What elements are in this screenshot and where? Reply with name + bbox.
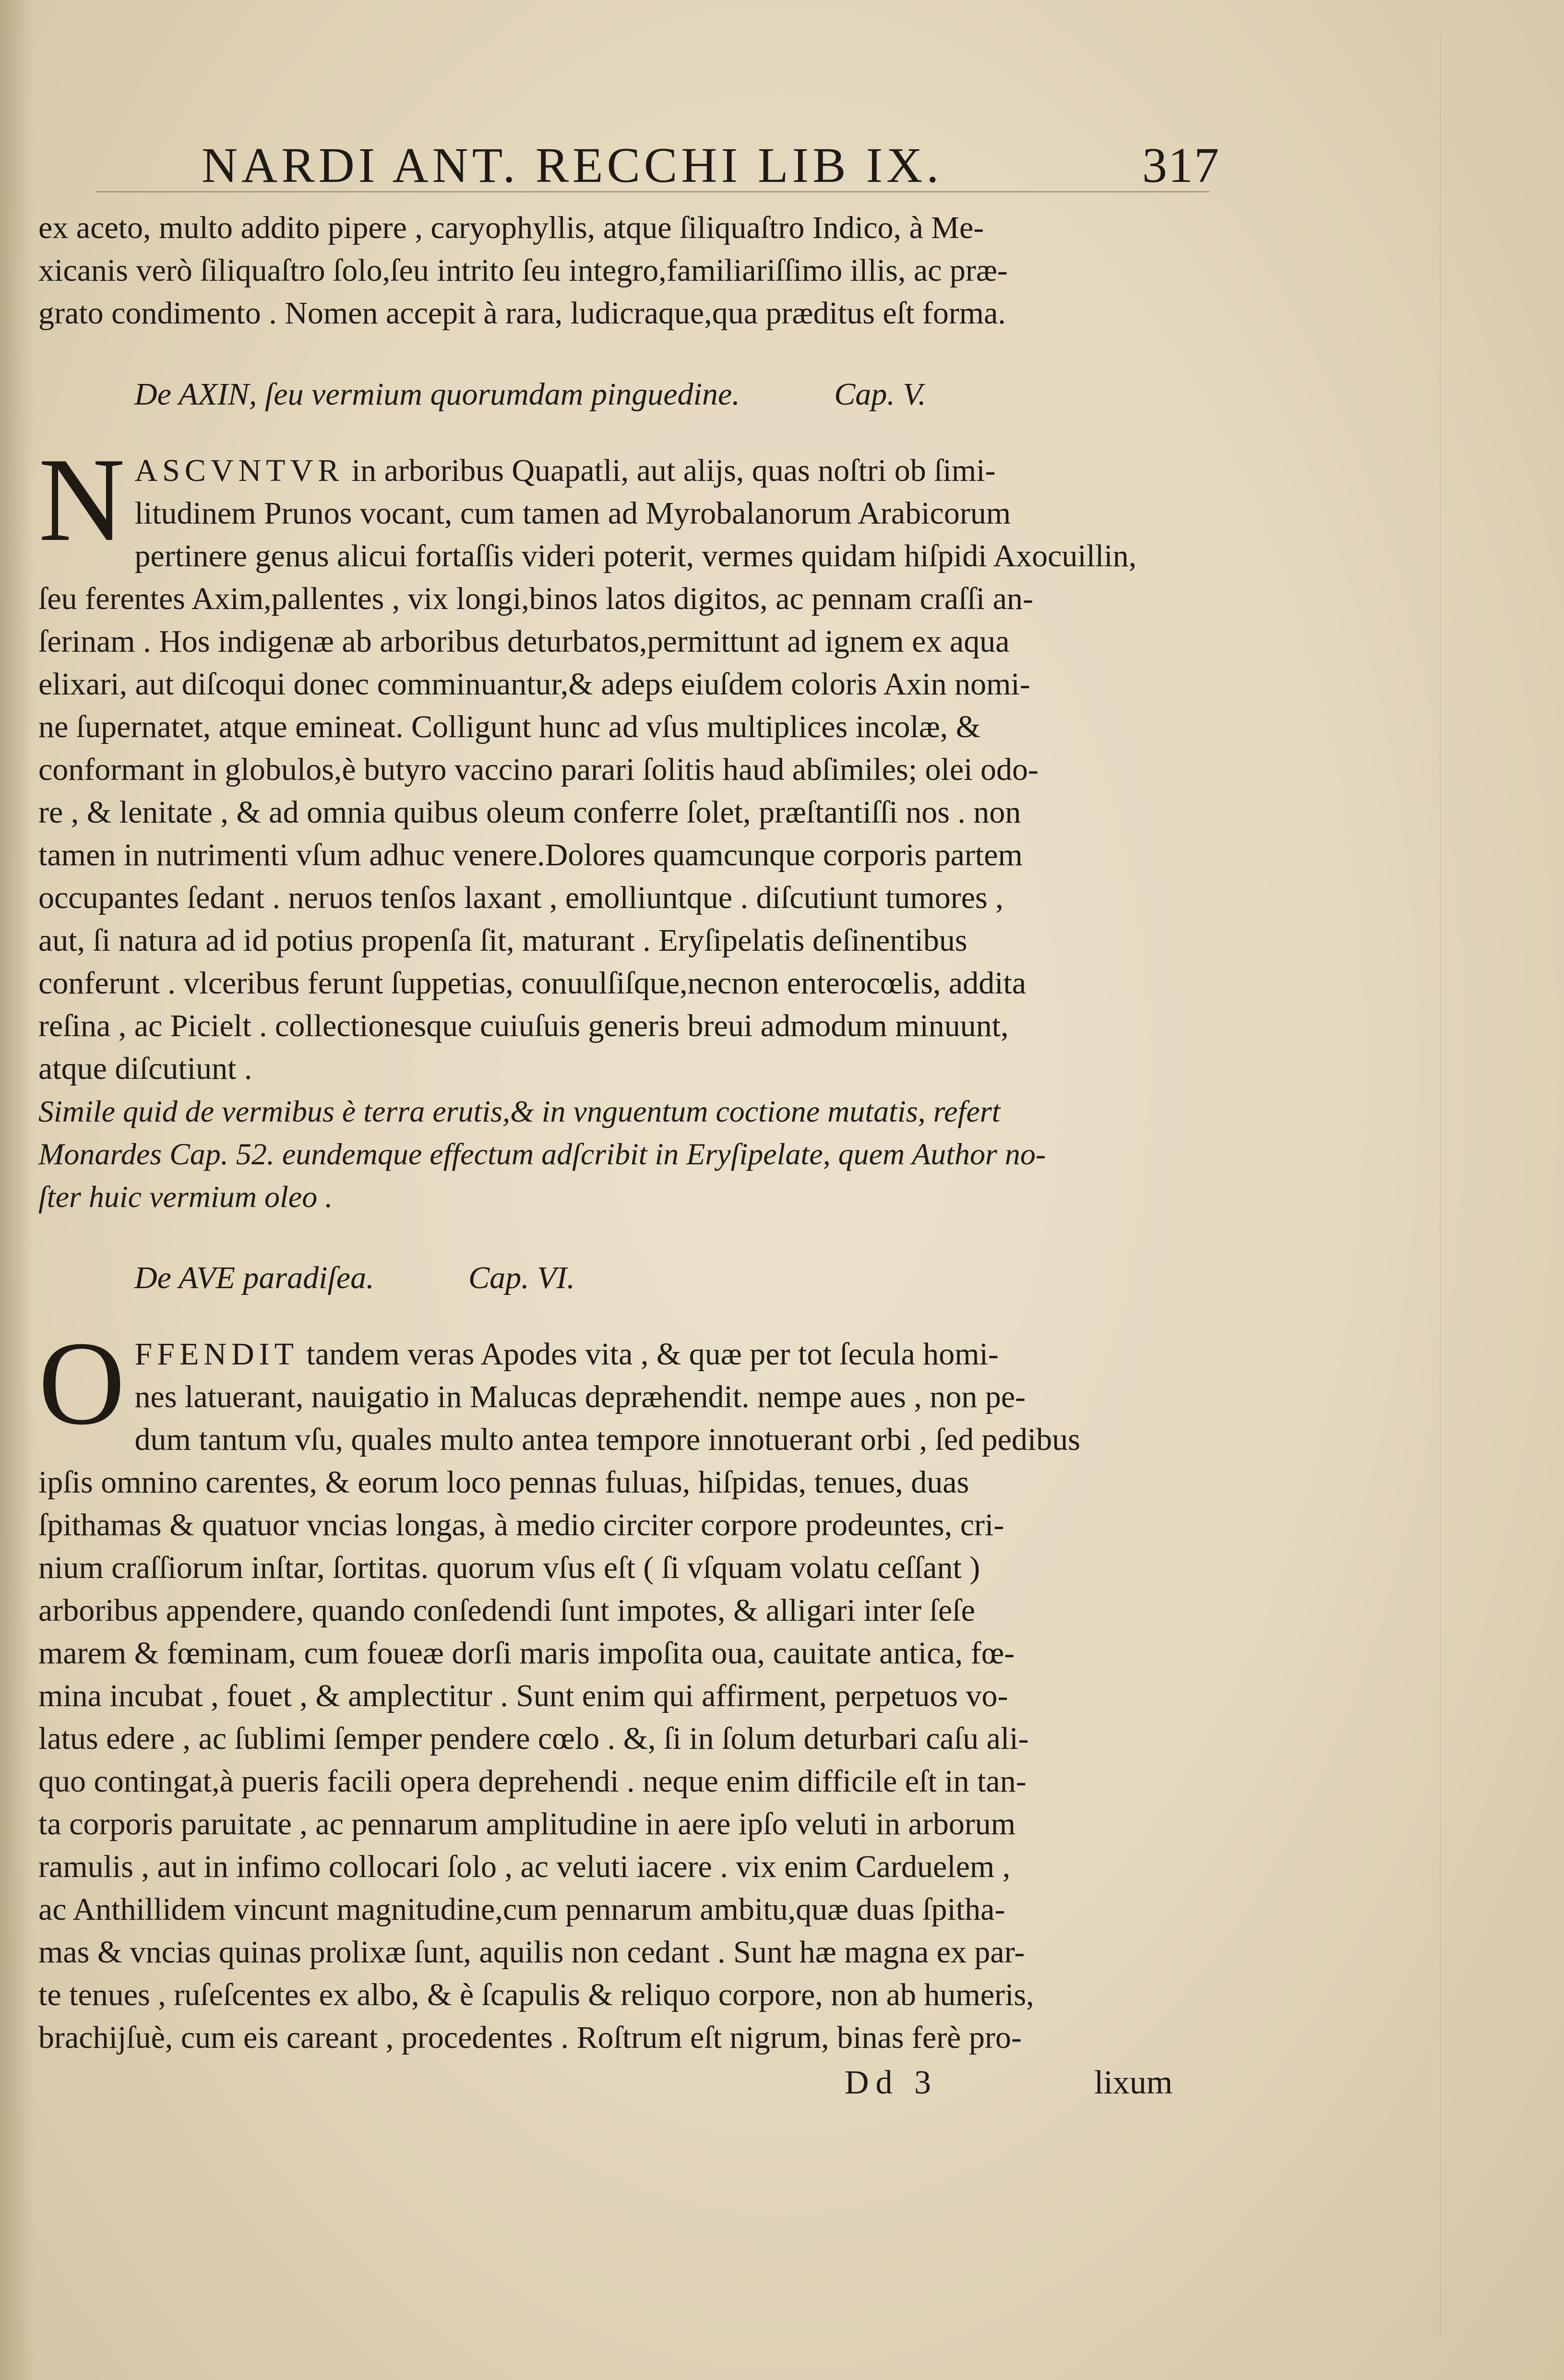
chapter-5-note [38, 1090, 1229, 1218]
text-line: occupantes ſedant . neruos tenſos laxant , emolliuntque . diſcutiunt tumores , [38, 880, 1003, 915]
text-line: pertinere genus alicui fortaſſis videri poterit, vermes quidam hiſpidi Axocuillin, [134, 538, 1137, 574]
chapter-5-body [38, 433, 1229, 1090]
page-edge-shadow [1440, 34, 1460, 2337]
text-line: ac Anthillidem vincunt magnitudine,cum pennarum ambitu,quæ duas ſpitha- [38, 1892, 1005, 1927]
note-line: Simile quid de vermibus è terra erutis,& in vnguentum coctione mutatis, refert [38, 1094, 1001, 1128]
text-line: quo contingat,à pueris facili opera deprehendi . neque enim difficile eſt in tan- [38, 1764, 1027, 1799]
text-line: arboribus appendere, quando conſedendi ſunt impotes, & alligari inter ſeſe [38, 1593, 975, 1628]
chapter-6-heading [38, 1256, 1229, 1299]
text-line: ne ſupernatet, atque emineat. Colligunt hunc ad vſus multiplices incolæ, & [38, 709, 981, 744]
text-line: te tenues , ruſeſcentes ex albo, & è ſcapulis & reliquo corpore, non ab humeris, [38, 1977, 1034, 2012]
chapter-6-number: Cap. VI. [468, 1260, 575, 1295]
text-line-rest: tandem veras Apodes vita , & quæ per tot ſecula homi- [306, 1337, 999, 1372]
text-line: litudinem Prunos vocant, cum tamen ad Myrobalanorum Arabicorum [134, 496, 1011, 531]
text-line: mina incubat , fouet , & amplectitur . Sunt enim qui affirment, perpetuos vo- [38, 1678, 1008, 1713]
text-line: ipſis omnino carentes, & eorum loco pennas fuluas, hiſpidas, tenues, duas [38, 1465, 969, 1500]
opening-capitals: FFENDIT [134, 1337, 298, 1372]
text-line: marem & fœminam, cum foueæ dorſi maris impoſita oua, cauitate antica, fœ- [38, 1636, 1015, 1671]
text-line: ramulis , aut in infimo collocari ſolo , ac veluti iacere . vix enim Carduelem , [38, 1849, 1011, 1884]
text-line: latus edere , ac ſublimi ſemper pendere cœlo . &, ſi in ſolum deturbari caſu ali- [38, 1721, 1029, 1756]
opening-capitals: ASCVNTVR [134, 453, 344, 488]
page-footer [38, 2064, 1229, 2117]
running-header [38, 125, 1229, 206]
signature-mark: Dd 3 [845, 2064, 938, 2101]
chapter-5-heading [38, 373, 1229, 416]
text-line: mas & vncias quinas prolixæ ſunt, aquilis non cedant . Sunt hæ magna ex par- [38, 1935, 1025, 1970]
text-line: ſerinam . Hos indigenæ ab arboribus deturbatos,permittunt ad ignem ex aqua [38, 624, 1010, 659]
header-rule [96, 191, 1209, 192]
text-line: brachijſuè, cum eis careant , procedentes . Roſtrum eſt nigrum, binas ferè pro- [38, 2020, 1022, 2055]
text-line: ta corporis paruitate , ac pennarum amplitudine in aere ipſo veluti in arborum [38, 1806, 1016, 1842]
paragraph-continuation [38, 206, 1229, 335]
note-line: Monardes Cap. 52. eundemque effectum adſcribit in Eryſipelate, quem Author no- [38, 1137, 1046, 1171]
text-line: conferunt . vlceribus ferunt ſuppetias, conuulſiſque,necnon enterocœlis, addita [38, 966, 1027, 1001]
text-line: nium craſſiorum inſtar, ſortitas. quorum vſus eſt ( ſi vſquam volatu ceſſant ) [38, 1550, 980, 1585]
text-line: ſeu ferentes Axim,pallentes , vix longi,binos latos digitos, ac pennam craſſi an- [38, 581, 1034, 616]
text-line: dum tantum vſu, quales multo antea tempore innotuerant orbi , ſed pedibus [134, 1422, 1080, 1457]
text-block [38, 125, 1229, 2117]
text-line: grato condimento . Nomen accepit à rara, ludicraque,qua præditus eſt forma. [38, 296, 1006, 331]
page-number: 317 [1142, 138, 1220, 193]
chapter-6-body [38, 1317, 1229, 2059]
text-line: re , & lenitate , & ad omnia quibus oleum conferre ſolet, præſtantiſſi nos . non [38, 795, 1021, 830]
text-line: ex aceto, multo addito pipere , caryophyllis, atque ſiliquaſtro Indico, à Me- [38, 210, 984, 245]
text-line: xicanis verò ſiliquaſtro ſolo,ſeu intrito ſeu integro,familiariſſimo illis, ac præ- [38, 253, 1008, 288]
text-line: conformant in globulos,è butyro vaccino parari ſolitis haud abſimiles; olei odo- [38, 752, 1039, 787]
catchword: lixum [1094, 2064, 1173, 2101]
text-line: ſpithamas & quatuor vncias longas, à medio circiter corpore prodeuntes, cri- [38, 1507, 1004, 1543]
note-line: ſter huic vermium oleo . [38, 1180, 333, 1214]
text-line-rest: in arboribus Quapatli, aut alijs, quas noſtri ob ſimi- [351, 453, 996, 488]
text-line [38, 449, 1229, 492]
chapter-5-number: Cap. V. [834, 377, 926, 412]
text-line: aut, ſi natura ad id potius propenſa ſit, maturant . Eryſipelatis deſinentibus [38, 923, 967, 958]
chapter-6-title: De AVE paradiſea. [134, 1260, 374, 1295]
drop-cap-o: O [38, 1317, 125, 1450]
running-title: NARDI ANT. RECCHI LIB IX. [202, 138, 943, 193]
text-line: tamen in nutrimenti vſum adhuc venere.Dolores quamcunque corporis partem [38, 837, 1023, 873]
text-line: nes latuerant, nauigatio in Malucas depræhendit. nempe aues , non pe- [134, 1379, 1026, 1414]
drop-cap-n: N [38, 433, 125, 566]
text-line: reſina , ac Picielt . collectionesque cuiuſuis generis breui admodum minuunt, [38, 1008, 1009, 1043]
page-gutter-shadow [0, 0, 34, 2380]
text-line: elixari, aut diſcoqui donec comminuantur,& adeps eiuſdem coloris Axin nomi- [38, 667, 1030, 702]
text-line [38, 1333, 1229, 1375]
text-line: atque diſcutiunt . [38, 1051, 252, 1086]
chapter-5-title: De AXIN, ſeu vermium quorumdam pinguedine. [134, 377, 740, 412]
